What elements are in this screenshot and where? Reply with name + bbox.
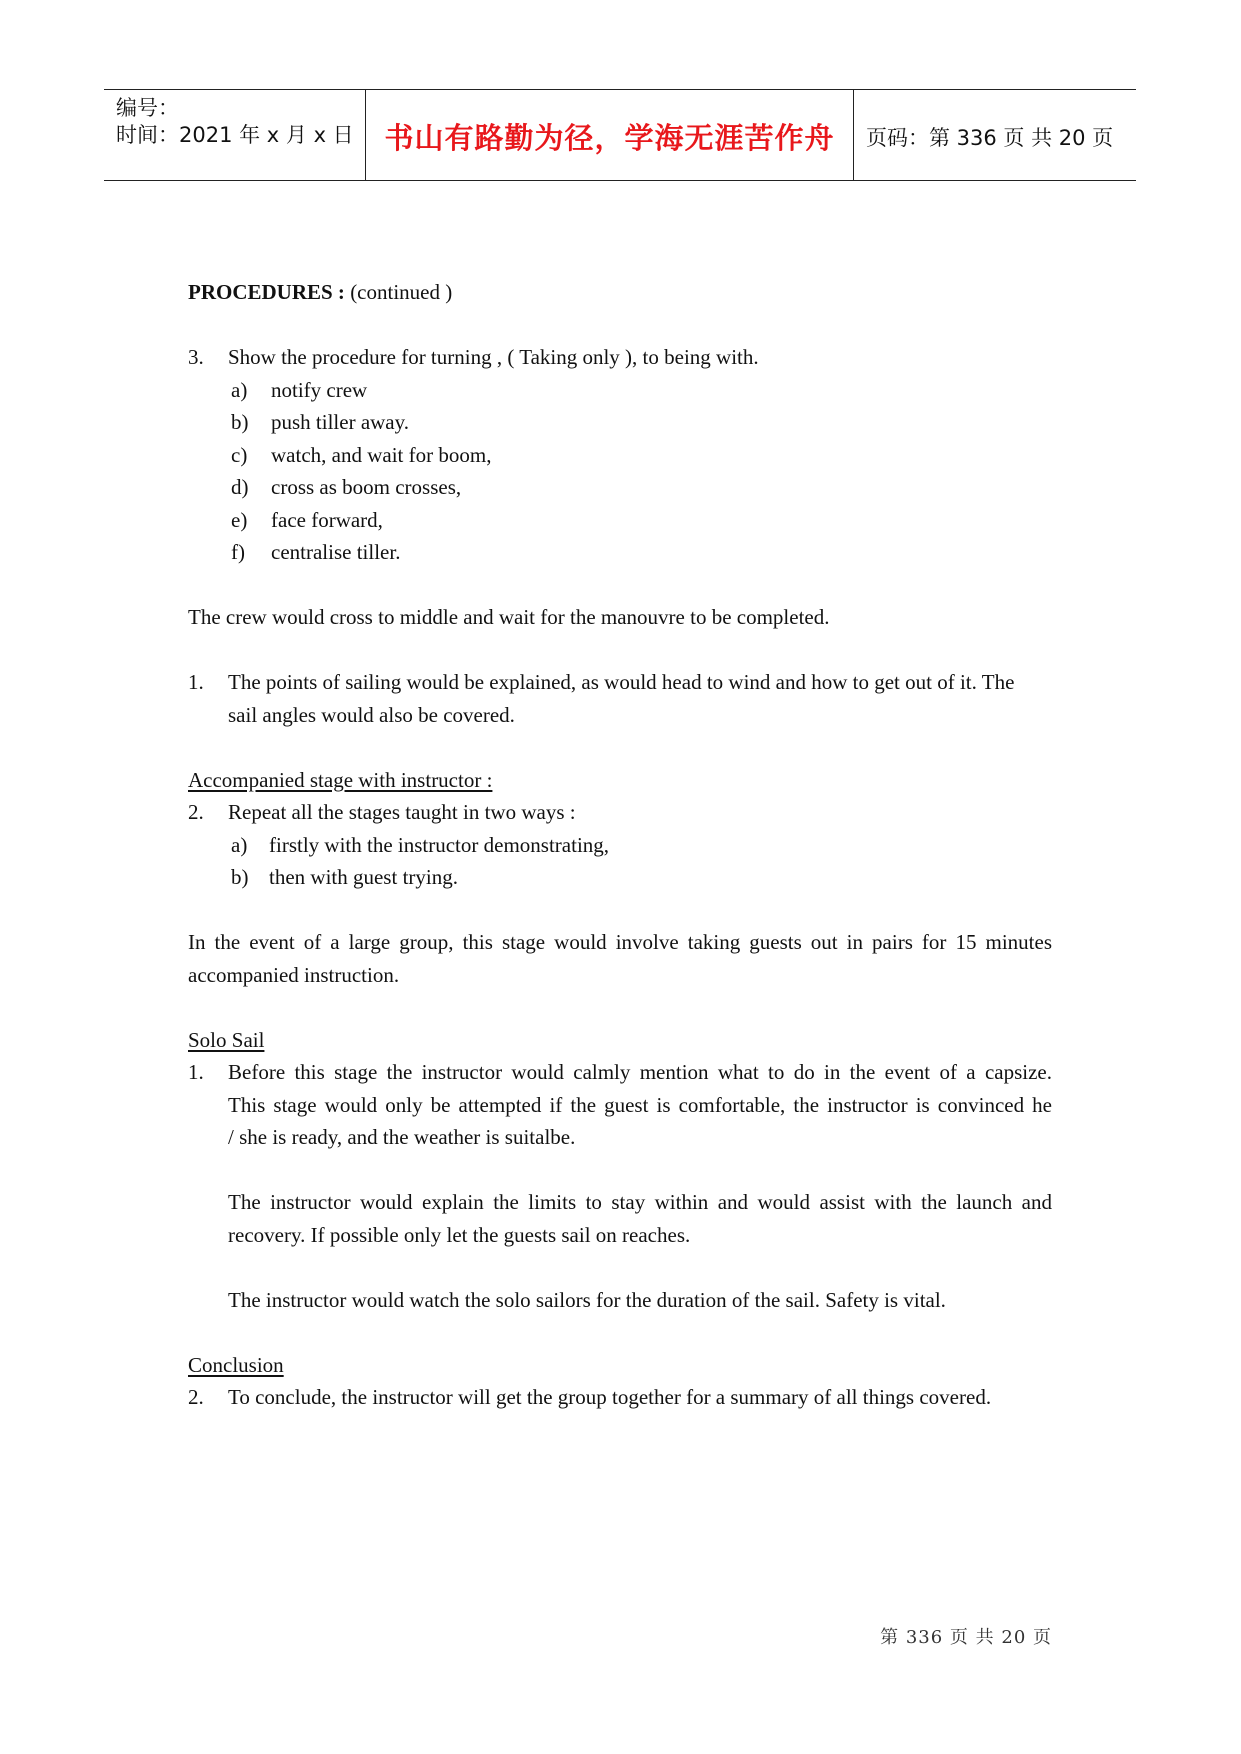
crew-note: The crew would cross to middle and wait for the manouvre to be completed.: [188, 605, 830, 629]
item-text-line-2: This stage would only be attempted if the guest is comfortable, the instructor is convinced he: [228, 1092, 1052, 1117]
step-3-sub-b: [231, 406, 1052, 439]
solo-para-2-line-1: The instructor would explain the limits to stay within and would assist with the launch and: [228, 1190, 1052, 1214]
large-group-note-line-1: In the event of a large group, this stage would involve taking guests out in pairs for 15 minutes: [188, 930, 1052, 954]
step-3-number: 3.: [188, 345, 204, 369]
sub-label: b): [231, 410, 249, 434]
page-code: 页码：第 336 页 共 20 页: [866, 126, 1114, 150]
code-label: 编号：: [116, 96, 179, 120]
item-text-line-1: Before this stage the instructor would calmly mention what to do in the event of a capsize.: [228, 1060, 1052, 1084]
conclusion-item: [188, 1381, 1052, 1414]
item-text: Repeat all the stages taught in two ways :: [228, 800, 576, 824]
step-3-sub-f: [231, 536, 1052, 569]
sub-text: firstly with the instructor demonstrating,: [269, 832, 610, 857]
step-3-text: Show the procedure for turning , ( Taking only ), to being with.: [228, 345, 759, 369]
solo-para-3: The instructor would watch the solo sailors for the duration of the sail. Safety is vital.: [228, 1287, 946, 1312]
accompanied-sub-a: [231, 829, 1052, 862]
sub-text: then with guest trying.: [269, 865, 458, 889]
sub-label: e): [231, 507, 248, 532]
accompanied-item: [188, 796, 1052, 829]
accompanied-heading: Accompanied stage with instructor :: [188, 767, 493, 792]
item-text: To conclude, the instructor will get the group together for a summary of all things covered.: [228, 1385, 992, 1409]
points-of-sailing-item: [188, 666, 1052, 699]
conclusion-heading: Conclusion: [188, 1352, 284, 1377]
item-text-line-1: The points of sailing would be explained, as would head to wind and how to get out of it. The: [228, 670, 1015, 694]
sub-label: f): [231, 540, 245, 564]
document-body: [188, 276, 1052, 1414]
step-3-sub-d: [231, 471, 1052, 504]
item-number: 2.: [188, 800, 204, 824]
sub-text: centralise tiller.: [271, 540, 401, 564]
sub-text: watch, and wait for boom,: [271, 442, 492, 467]
sub-text: face forward,: [271, 507, 383, 532]
section-title: [188, 276, 1052, 309]
header-motto-cell: [366, 90, 854, 180]
header-info-cell: [104, 90, 366, 180]
document-header: [104, 89, 1136, 181]
sub-text: notify crew: [271, 377, 368, 402]
large-group-note-line-2: accompanied instruction.: [188, 962, 400, 987]
solo-para-2-line-2: recovery. If possible only let the guests sail on reaches.: [228, 1222, 691, 1247]
header-page-cell: [854, 90, 1136, 180]
sub-label: c): [231, 442, 248, 467]
accompanied-sub-b: [231, 861, 1052, 894]
motto-text: 书山有路勤为径，学海无涯苦作舟: [384, 121, 835, 155]
item-number: 1.: [188, 670, 204, 694]
sub-text: push tiller away.: [271, 410, 410, 434]
item-text-line-3: / she is ready, and the weather is suitalbe.: [228, 1125, 576, 1149]
sub-label: b): [231, 865, 249, 889]
item-number: 1.: [188, 1060, 204, 1084]
page-footer: 第 336 页 共 20 页: [880, 1627, 1052, 1648]
item-text-line-2: sail angles would also be covered.: [228, 702, 515, 727]
sub-text: cross as boom crosses,: [271, 475, 462, 499]
item-number: 2.: [188, 1385, 204, 1409]
sub-label: a): [231, 377, 248, 402]
solo-sail-heading: Solo Sail: [188, 1027, 265, 1052]
section-title-rest: (continued ): [344, 280, 453, 304]
sub-label: a): [231, 832, 248, 857]
sub-label: d): [231, 475, 249, 499]
step-3-sub-c: [231, 439, 1052, 472]
solo-sail-item: [188, 1056, 1052, 1089]
step-3: [188, 341, 1052, 374]
date-line: 时间：2021 年 x 月 x 日: [116, 123, 354, 147]
section-title-bold: PROCEDURES :: [188, 280, 345, 304]
step-3-sub-e: [231, 504, 1052, 537]
step-3-sub-a: [231, 374, 1052, 407]
